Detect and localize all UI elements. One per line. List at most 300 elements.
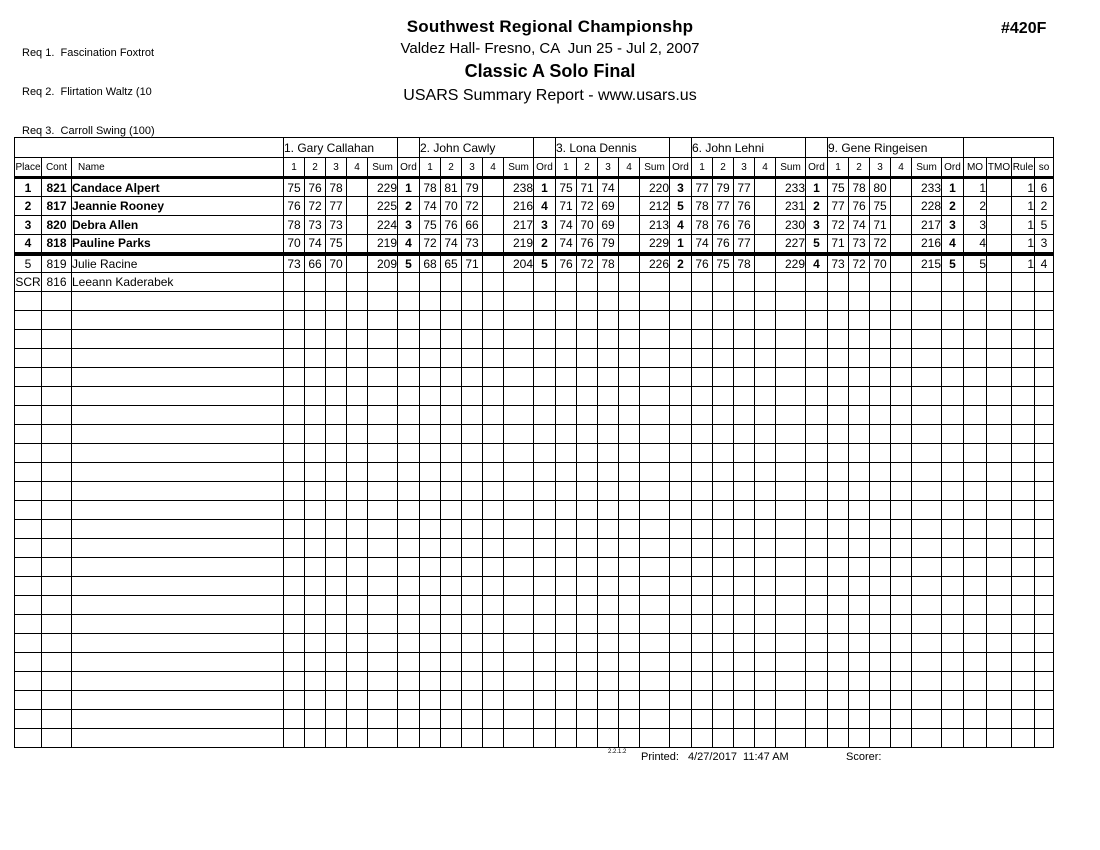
score-cell [619,311,640,330]
header-score-2: 2 [713,158,734,178]
sum-cell: 219 [368,235,398,254]
sum-cell: 224 [368,216,398,235]
rule-cell [1012,444,1035,463]
score-cell [420,691,441,710]
sum-cell [912,330,942,349]
so-cell [1035,539,1054,558]
score-cell [305,501,326,520]
sum-cell: 229 [776,254,806,273]
ordinal-cell [942,444,964,463]
score-cell [462,368,483,387]
score-cell: 75 [828,178,849,197]
sum-cell [368,311,398,330]
score-cell [755,691,776,710]
score-cell [347,387,368,406]
score-cell [577,444,598,463]
sum-cell [912,729,942,748]
report-subtitle: USARS Summary Report - www.usars.us [403,87,697,104]
ordinal-cell [942,425,964,444]
header-score-4: 4 [347,158,368,178]
score-cell: 73 [828,254,849,273]
ordinal-cell: 5 [942,254,964,273]
skater-name-cell [72,729,284,748]
mo-cell [964,425,987,444]
sum-cell [504,653,534,672]
ordinal-cell [398,425,420,444]
score-cell [734,577,755,596]
contestant-number-cell [42,596,72,615]
score-cell [462,311,483,330]
header-name: Name [72,158,284,178]
score-cell [849,501,870,520]
score-cell [755,596,776,615]
score-cell: 76 [305,178,326,197]
tmo-cell [987,596,1012,615]
sum-cell [368,672,398,691]
score-cell: 76 [849,197,870,216]
empty-row [15,653,1054,672]
contestant-number-cell [42,501,72,520]
printed-datetime: 4/27/2017 11:47 AM [688,751,789,763]
header-score-1: 1 [828,158,849,178]
header-score-4: 4 [619,158,640,178]
score-cell: 74 [420,197,441,216]
score-cell [441,349,462,368]
score-cell: 78 [692,216,713,235]
judge-name-label: 6. John Lehni [692,138,806,158]
ordinal-cell: 5 [534,254,556,273]
tmo-cell [987,691,1012,710]
tmo-cell [987,729,1012,748]
score-cell [305,634,326,653]
score-cell [598,596,619,615]
contestant-number-cell [42,615,72,634]
ordinal-cell [534,330,556,349]
judge-name-label: 2. John Cawly [420,138,534,158]
mo-cell [964,558,987,577]
sum-cell [776,729,806,748]
score-cell [462,406,483,425]
judge-row-gap [670,138,692,158]
ordinal-cell [398,634,420,653]
score-cell [828,482,849,501]
score-cell: 77 [713,197,734,216]
score-cell [692,501,713,520]
score-cell [556,349,577,368]
score-cell [849,349,870,368]
score-cell [619,558,640,577]
score-cell [891,520,912,539]
score-cell [347,330,368,349]
sum-cell [640,634,670,653]
score-cell [326,710,347,729]
sum-cell [912,615,942,634]
tmo-cell [987,311,1012,330]
score-cell [420,406,441,425]
sum-cell [776,691,806,710]
sum-cell [912,691,942,710]
score-cell [598,349,619,368]
score-cell [598,615,619,634]
sum-cell: 229 [368,178,398,197]
score-cell [556,273,577,292]
rule-cell [1012,577,1035,596]
sum-cell [912,558,942,577]
ordinal-cell [942,292,964,311]
rule-cell [1012,615,1035,634]
score-cell [828,368,849,387]
ordinal-cell [806,691,828,710]
score-cell: 70 [284,235,305,254]
score-cell [619,425,640,444]
score-cell [577,406,598,425]
score-cell [870,653,891,672]
score-cell [556,463,577,482]
ordinal-cell [398,558,420,577]
score-cell [347,216,368,235]
score-cell [598,539,619,558]
ordinal-cell [942,634,964,653]
ordinal-cell [398,330,420,349]
rule-cell [1012,691,1035,710]
score-cell [284,653,305,672]
score-cell [849,653,870,672]
score-cell [692,615,713,634]
ordinal-cell [670,482,692,501]
skater-name-cell [72,539,284,558]
score-cell [347,273,368,292]
ordinal-cell: 1 [942,178,964,197]
header-score-2: 2 [849,158,870,178]
sum-cell [640,615,670,634]
score-cell [441,273,462,292]
score-cell [420,539,441,558]
mo-cell [964,691,987,710]
rule-cell [1012,387,1035,406]
score-cell [849,273,870,292]
score-cell [713,406,734,425]
score-cell [755,311,776,330]
score-cell [828,292,849,311]
score-cell [420,653,441,672]
score-cell: 77 [326,197,347,216]
ordinal-cell [670,349,692,368]
ordinal-cell [398,672,420,691]
score-cell [284,311,305,330]
ordinal-cell [670,615,692,634]
sum-cell [912,577,942,596]
score-cell: 75 [870,197,891,216]
sum-cell [504,691,534,710]
score-cell [849,292,870,311]
score-cell [734,710,755,729]
tmo-cell [987,387,1012,406]
contestant-number-cell [42,691,72,710]
contestant-number-cell [42,577,72,596]
ordinal-cell [398,710,420,729]
score-cell [713,577,734,596]
score-cell [483,444,504,463]
ordinal-cell [670,501,692,520]
score-cell [870,539,891,558]
score-cell: 74 [556,235,577,254]
score-cell [828,577,849,596]
score-cell [598,387,619,406]
ordinal-cell [398,596,420,615]
ordinal-cell [806,710,828,729]
ordinal-cell [670,444,692,463]
summary-table [14,137,1054,748]
ordinal-cell [398,292,420,311]
score-cell [347,311,368,330]
score-cell [870,330,891,349]
sum-cell [776,653,806,672]
mo-cell: 3 [964,216,987,235]
score-cell [326,463,347,482]
score-cell [713,368,734,387]
place-cell [15,311,42,330]
ordinal-cell [398,691,420,710]
ordinal-cell [670,330,692,349]
tmo-cell [987,615,1012,634]
score-cell [483,368,504,387]
place-cell: 1 [15,178,42,197]
score-cell [441,634,462,653]
sum-cell [912,273,942,292]
sum-cell: 229 [640,235,670,254]
header-score-3: 3 [326,158,347,178]
rule-cell [1012,634,1035,653]
mo-cell [964,653,987,672]
ordinal-cell: 4 [806,254,828,273]
score-cell [577,729,598,748]
ordinal-cell [806,577,828,596]
score-cell [326,349,347,368]
score-cell [326,558,347,577]
place-cell [15,596,42,615]
score-cell [713,710,734,729]
sum-cell [640,558,670,577]
sum-cell [368,482,398,501]
score-cell [347,178,368,197]
contestant-number-cell [42,406,72,425]
score-cell [891,444,912,463]
score-cell [284,520,305,539]
score-cell [556,558,577,577]
sum-cell [504,330,534,349]
score-cell [420,368,441,387]
header-ord: Ord [534,158,556,178]
score-cell [598,425,619,444]
mo-cell: 4 [964,235,987,254]
score-cell [577,501,598,520]
rule-cell [1012,406,1035,425]
contestant-number-cell [42,425,72,444]
score-cell [870,691,891,710]
score-cell [305,444,326,463]
score-cell [713,425,734,444]
place-cell [15,482,42,501]
score-cell [441,482,462,501]
score-cell [483,349,504,368]
score-cell [734,292,755,311]
score-cell [305,672,326,691]
sum-cell [504,368,534,387]
sum-cell [640,406,670,425]
score-cell [734,539,755,558]
score-cell [713,501,734,520]
contestant-number-cell [42,710,72,729]
score-cell [849,520,870,539]
score-cell: 78 [598,254,619,273]
empty-row [15,425,1054,444]
score-cell [483,520,504,539]
score-cell [326,653,347,672]
score-cell [619,577,640,596]
score-cell [483,425,504,444]
sum-cell [912,634,942,653]
score-cell [755,425,776,444]
empty-row [15,292,1054,311]
sum-cell [912,292,942,311]
so-cell [1035,311,1054,330]
score-cell [692,368,713,387]
score-cell [347,520,368,539]
empty-row [15,615,1054,634]
place-cell [15,672,42,691]
score-cell [556,520,577,539]
score-cell [441,558,462,577]
empty-row [15,482,1054,501]
skater-name-cell [72,444,284,463]
score-cell [619,406,640,425]
score-cell [870,368,891,387]
score-cell: 73 [305,216,326,235]
score-cell [441,710,462,729]
mo-cell [964,463,987,482]
score-cell [483,235,504,254]
judge-row-spacer-left [15,138,284,158]
rule-cell [1012,311,1035,330]
sum-cell [368,520,398,539]
header-ord: Ord [670,158,692,178]
tmo-cell [987,501,1012,520]
sum-cell [912,425,942,444]
score-cell [284,406,305,425]
score-cell [305,710,326,729]
score-cell: 66 [305,254,326,273]
score-cell [483,672,504,691]
score-cell [441,520,462,539]
header-score-1: 1 [692,158,713,178]
score-cell [598,444,619,463]
place-cell [15,463,42,482]
score-cell: 72 [577,254,598,273]
score-cell: 78 [849,178,870,197]
score-cell: 68 [420,254,441,273]
sum-cell [504,349,534,368]
score-cell [619,197,640,216]
score-cell [326,292,347,311]
score-cell [577,672,598,691]
score-cell [713,653,734,672]
score-cell [713,729,734,748]
score-cell [891,273,912,292]
ordinal-cell [942,672,964,691]
sum-cell [368,558,398,577]
mo-cell [964,444,987,463]
empty-row [15,729,1054,748]
score-cell [462,292,483,311]
score-cell [734,501,755,520]
score-cell [828,273,849,292]
score-cell: 74 [849,216,870,235]
score-cell [284,691,305,710]
sum-cell [776,710,806,729]
score-cell [284,729,305,748]
sum-cell [776,406,806,425]
score-cell [828,615,849,634]
ordinal-cell: 2 [942,197,964,216]
score-cell [556,311,577,330]
ordinal-cell [806,482,828,501]
score-cell [347,463,368,482]
score-cell [619,387,640,406]
sum-cell [368,691,398,710]
score-cell [305,349,326,368]
score-cell: 72 [870,235,891,254]
ordinal-cell [534,311,556,330]
score-cell [692,482,713,501]
ordinal-cell [398,368,420,387]
sum-cell [912,482,942,501]
score-cell [556,501,577,520]
score-cell: 76 [734,197,755,216]
score-cell [734,634,755,653]
sum-cell [912,520,942,539]
score-cell: 71 [462,254,483,273]
score-cell [755,273,776,292]
ordinal-cell [942,482,964,501]
score-cell [577,463,598,482]
score-cell [284,672,305,691]
sum-cell: 233 [912,178,942,197]
score-cell [284,425,305,444]
sum-cell [640,368,670,387]
sum-cell [776,520,806,539]
header-tmo: TMO [987,158,1012,178]
score-cell [441,292,462,311]
sum-cell [776,311,806,330]
score-cell [755,501,776,520]
table-row [15,273,1054,292]
place-cell: 2 [15,197,42,216]
printed-label: Printed: [641,751,679,763]
score-cell: 76 [556,254,577,273]
score-cell [870,672,891,691]
score-cell [347,615,368,634]
score-cell [284,292,305,311]
sum-cell [504,463,534,482]
skater-name-cell [72,710,284,729]
score-cell: 71 [577,178,598,197]
score-cell: 75 [420,216,441,235]
score-cell [556,691,577,710]
sum-cell [504,311,534,330]
sum-cell: 230 [776,216,806,235]
score-cell [462,729,483,748]
rule-cell [1012,349,1035,368]
